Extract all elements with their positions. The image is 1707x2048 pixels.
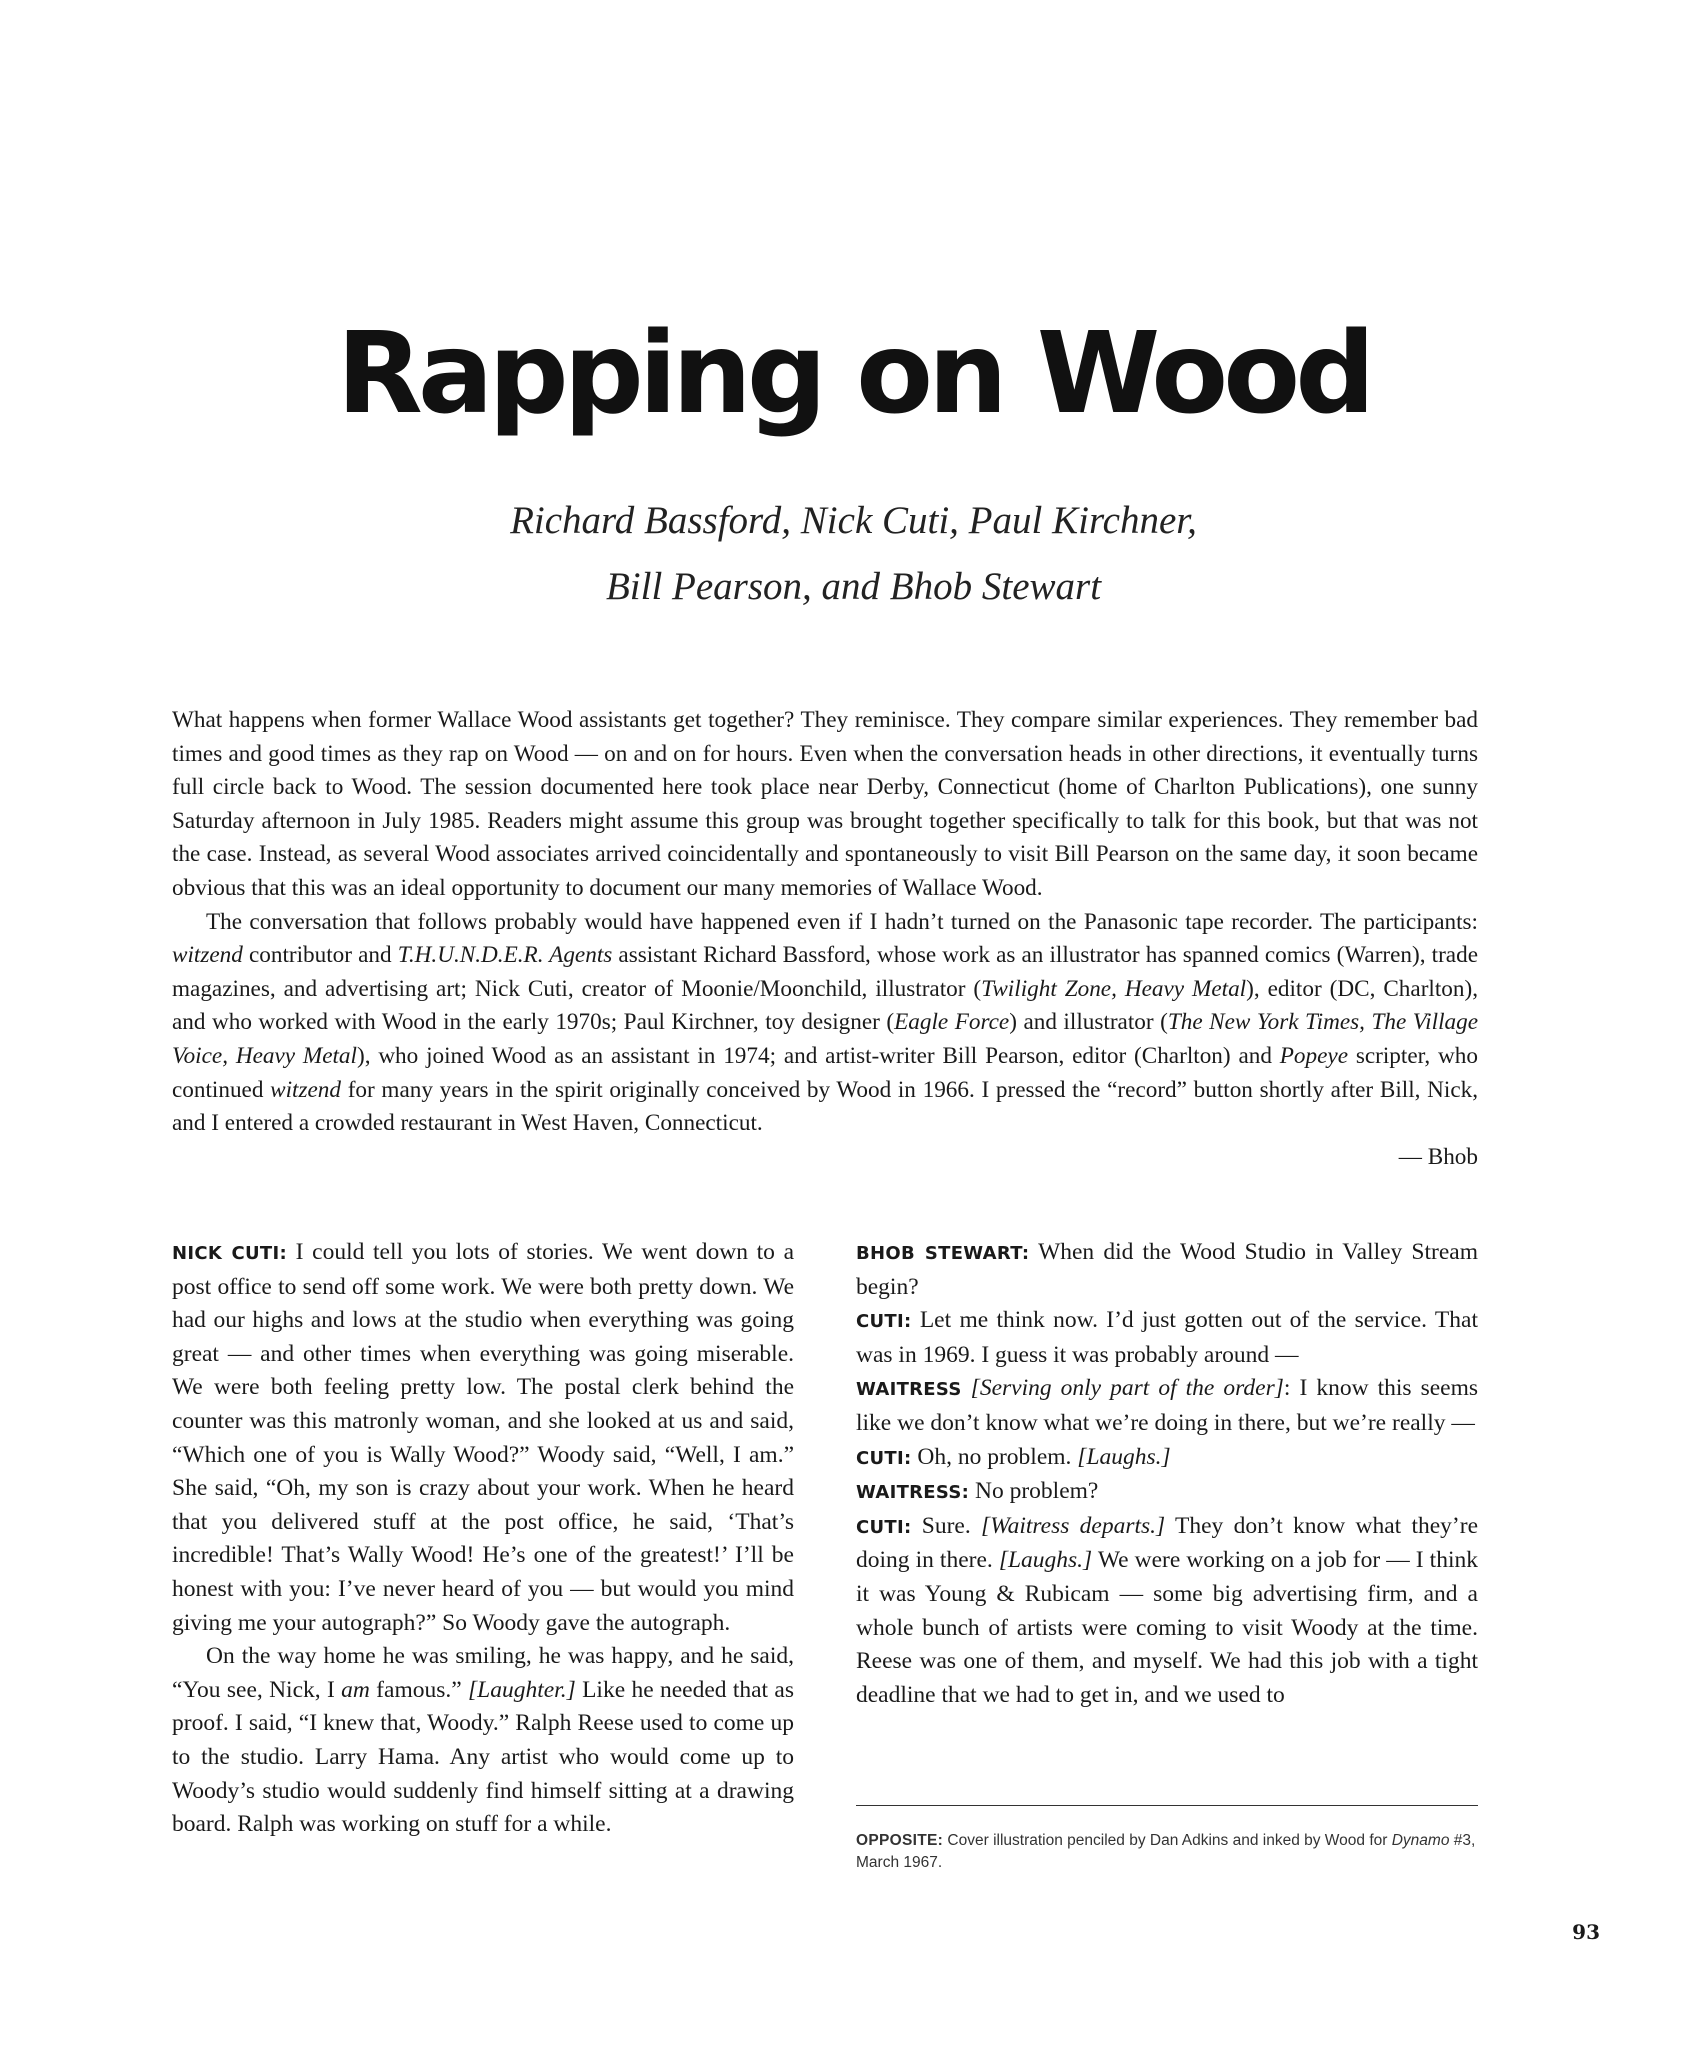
right-paragraph-5 [856,1475,1478,1510]
intro-p2-italic: witzend [172,942,243,969]
right-paragraph-1 [856,1236,1478,1304]
right-paragraph-2 [856,1304,1478,1372]
intro-section [172,704,1478,1174]
caption-italic: Dynamo [1391,1832,1450,1849]
dialogue-text: Sure. [911,1512,981,1539]
dialogue-text: When did the Wood Studio in Valley Stream begin? [856,1239,1479,1300]
right-paragraph-6 [856,1510,1478,1713]
speaker-label: CUTI: [856,1447,912,1469]
dialogue-text: famous.” [369,1676,468,1703]
stage-direction: [Laughter.] [468,1676,576,1703]
intro-p2-text: ), editor (DC, Charlton), and who worked with Wood in the early 1970s; Paul Kirchner, toy designer ( [172,975,1479,1036]
dialogue-text: Like he needed that as proof. I said, “I knew that, Woody.” Ralph Reese used to come up to the studio. Larry Hama. Any artist who would come up to Woody’s studio would suddenly find himself sitting at a drawing board. Ralph was working on stuff for a while. [172,1676,794,1838]
intro-p2-italic: witzend [270,1076,341,1103]
left-paragraph-2 [172,1640,794,1842]
intro-p2-text: ) and illustrator ( [1009,1009,1168,1036]
stage-direction: [Laughs.] [998,1547,1093,1574]
dialogue-text: Let me think now. I’d just gotten out of the service. That was in 1969. I guess it was probably around — [856,1307,1478,1368]
dialogue-text: We were working on a job for — I think it was Young & Rubicam — some big advertising firm, and a whole bunch of artists were coming to visit Woody at the time. Reese was one of them, and myself. We had this job with a tight deadline that we had to get in, and we used to [856,1547,1478,1708]
left-paragraph-1 [172,1236,794,1640]
intro-p2-text: The conversation that follows probably would have happened even if I hadn’t turned on the Panasonic tape recorder. The participants: [206,908,1478,935]
intro-p2-italic: T.H.U.N.D.E.R. Agents [397,942,613,969]
speaker-label: CUTI: [856,1516,912,1538]
page-title: Rapping on Wood [336,309,1371,439]
dialogue-text: Oh, no problem. [911,1443,1078,1470]
intro-signoff: — Bhob [1398,1143,1478,1170]
speaker-label: NICK CUTI: [172,1243,287,1264]
intro-p2-text: for many years in the spirit originally conceived by Wood in 1966. I pressed the “record” button shortly after Bill, Nick, and I entered a crowded restaurant in West Haven, Connecticut. [172,1076,1479,1137]
intro-p2-italic: Twilight Zone, Heavy Metal [981,975,1247,1002]
intro-paragraph-1: What happens when former Wallace Wood assistants get together? They reminisce. They compare similar experiences. They remember bad times and good times as they rap on Wood — on and on for hours. Even when the conversation heads in other directions, it eventually turns full circle back to Wood. The session documented here took place near Derby, Connecticut (home of Charlton Publications), one sunny Saturday afternoon in July 1985. Readers might assume this group was brought together specifically to talk for this book, but that was not the case. Instead, as several Wood associates arrived coincidentally and spontaneously to visit Bill Pearson on the same day, it soon became obvious that this was an ideal opportunity to document our many memories of Wallace Wood. [172,707,1478,901]
caption-text: #3, March 1967. [856,1832,1476,1871]
intro-p2-text: ), who joined Wood as an assistant in 1974; and artist-writer Bill Pearson, editor (Charlton) and [356,1042,1280,1069]
dialogue-text: They don’t know what they’re doing in there. [856,1512,1479,1574]
stage-direction: [Laughs.] [1077,1443,1171,1470]
caption-label: OPPOSITE: [856,1832,944,1849]
authors-byline [0,488,1707,620]
right-paragraph-3 [856,1372,1478,1440]
speaker-label: BHOB STEWART: [856,1243,1030,1264]
authors-line-2: Bill Pearson, and Bhob Stewart [605,565,1102,608]
intro-p2-text: scripter, who continued [172,1042,1478,1103]
dialogue-text: On the way home he was smiling, he was happy, and he said, “You see, Nick, I [172,1643,794,1703]
intro-p2-italic: Popeye [1279,1042,1348,1069]
speaker-label: WAITRESS: [856,1482,970,1504]
left-column [172,1236,794,1842]
authors-line-1: Richard Bassford, Nick Cuti, Paul Kirchner, [510,499,1197,542]
dialogue-text: I could tell you lots of stories. We went down to a post office to send off some work. We were both pretty down. We had our highs and lows at the studio when everything was going great — and other times when everything was going miserable. We were both feeling pretty low. The postal clerk behind the counter was this matronly woman, and she looked at us and said, “Which one of you is Wally Wood?” Woody said, “Well, I am.” She said, “Oh, my son is crazy about your work. When he heard that you delivered stuff at the post office, he said, ‘That’s incredible! That’s Wally Wood! He’s one of the greatest!’ I’ll be honest with you: I’ve never heard of you — but would you mind giving me your autograph?” So Woody gave the autograph. [172,1239,794,1636]
page-number: 93 [1572,1920,1600,1944]
right-column [856,1236,1478,1712]
stage-direction: [Serving only part of the order] [961,1375,1284,1402]
intro-paragraph-2 [172,906,1478,1141]
stage-direction: [Waitress departs.] [981,1512,1166,1539]
intro-p2-italic: The New York Times, The Village Voice, Heavy Metal [172,1009,1478,1069]
intro-p2-text: assistant Richard Bassford, whose work as an illustrator has spanned comics (Warren), trade magazines, and advertising art; Nick Cuti, creator of Moonie/Moonchild, illustrator ( [172,942,1478,1002]
right-paragraph-4 [856,1441,1478,1476]
dialogue-text: No problem? [969,1478,1099,1505]
dialogue-italic: am [341,1676,370,1703]
intro-p2-italic: Eagle Force [894,1009,1010,1036]
dialogue-text: : I know this seems like we don’t know what we’re doing in there, but we’re really — [856,1375,1479,1436]
intro-p2-text: contributor and [242,942,398,969]
caption-divider [856,1805,1478,1806]
speaker-label: CUTI: [856,1311,912,1333]
caption-text: Cover illustration penciled by Dan Adkins and inked by Wood for [943,1832,1392,1849]
speaker-label: WAITRESS [856,1379,962,1401]
figure-caption [856,1830,1478,1874]
